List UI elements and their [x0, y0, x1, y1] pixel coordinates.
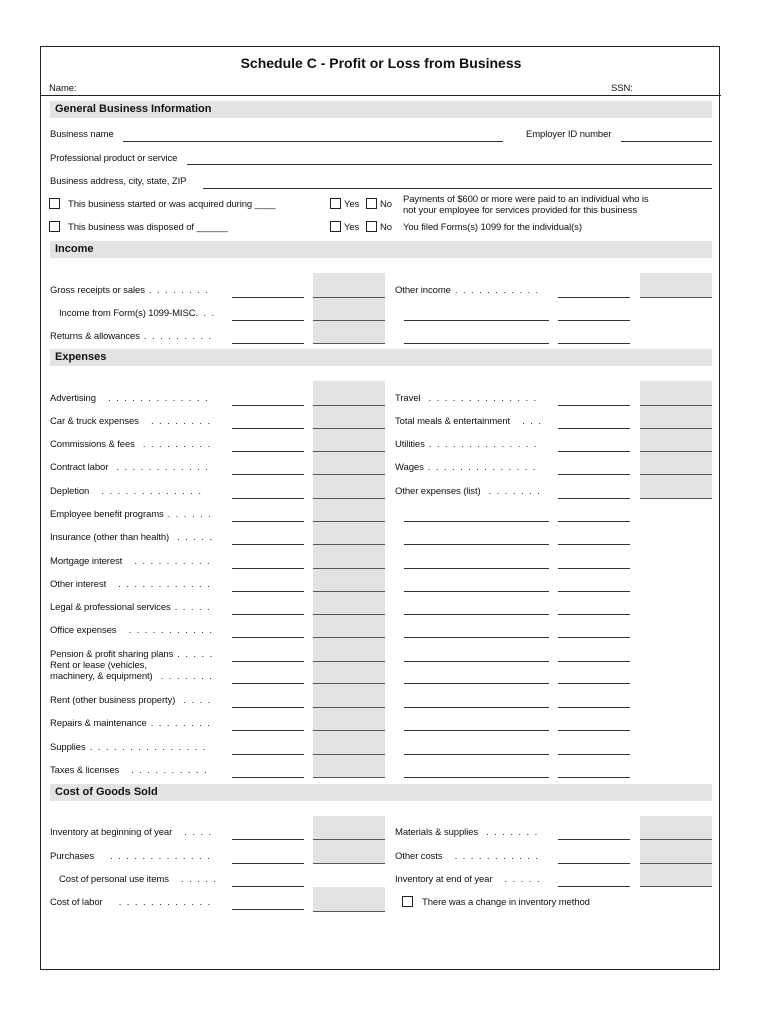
materials-field[interactable] [558, 839, 630, 840]
personal-use-label: Cost of personal use items . . . . . [59, 874, 218, 885]
amount-line [640, 839, 712, 840]
address-field[interactable] [203, 188, 712, 189]
other-income-desc-field[interactable] [404, 343, 549, 344]
expense-left-field[interactable] [232, 451, 304, 452]
business-name-field[interactable] [123, 141, 503, 142]
ssn-label: SSN: [611, 83, 633, 94]
expense-label-commissions: Commissions & fees . . . . . . . . . [50, 439, 212, 450]
amount-line [313, 754, 385, 755]
expense-left-field[interactable] [232, 730, 304, 731]
personal-use-field[interactable] [232, 886, 304, 887]
expense-right-field[interactable] [558, 428, 630, 429]
expenses-amount-column [313, 381, 385, 778]
amount-line [313, 707, 385, 708]
other-expense-amount-field[interactable] [558, 707, 630, 708]
amount-line [313, 863, 385, 864]
payments-yes-label: Yes [344, 199, 360, 210]
amount-line [640, 451, 712, 452]
amount-line [313, 521, 385, 522]
expense-label-legal: Legal & professional services . . . . . [50, 602, 212, 613]
other-expense-desc-field[interactable] [404, 614, 549, 615]
filed-yes-label: Yes [344, 222, 360, 233]
expense-left-field[interactable] [232, 568, 304, 569]
other-costs-label: Other costs . . . . . . . . . . . [395, 851, 540, 862]
other-expense-amount-field[interactable] [558, 754, 630, 755]
expense-right-field[interactable] [558, 498, 630, 499]
filed-no-checkbox[interactable] [366, 221, 377, 232]
address-label: Business address, city, state, ZIP [50, 176, 187, 187]
other-expense-desc-field[interactable] [404, 777, 549, 778]
amount-line [640, 863, 712, 864]
filed-yes-checkbox[interactable] [330, 221, 341, 232]
other-expense-amount-field[interactable] [558, 591, 630, 592]
section-general-heading: General Business Information [55, 103, 212, 115]
schedule-c-form [40, 46, 720, 970]
expense-label-rent-lease-2: machinery, & equipment) . . . . . . . [50, 671, 214, 682]
cost-of-labor-label: Cost of labor . . . . . . . . . . . . [50, 897, 212, 908]
expense-left-field[interactable] [232, 683, 304, 684]
employer-id-field[interactable] [621, 141, 712, 142]
section-cogs [50, 784, 712, 801]
expense-left-field[interactable] [232, 591, 304, 592]
product-field[interactable] [187, 164, 712, 165]
expense-left-field[interactable] [232, 637, 304, 638]
other-expense-desc-field[interactable] [404, 730, 549, 731]
cogs-right-amount-column [640, 816, 712, 886]
form-1099-field[interactable] [232, 320, 304, 321]
other-income-amount-column [640, 273, 712, 297]
amount-line [313, 661, 385, 662]
payments-no-label: No [380, 199, 392, 210]
amount-line [313, 730, 385, 731]
amount-line [640, 428, 712, 429]
other-income-field[interactable] [558, 297, 630, 298]
payments-yes-checkbox[interactable] [330, 198, 341, 209]
amount-line [313, 839, 385, 840]
amount-line [313, 683, 385, 684]
started-checkbox[interactable] [49, 198, 60, 209]
form-title: Schedule C - Profit or Loss from Business [240, 55, 522, 71]
amount-line [313, 474, 385, 475]
expense-label-depletion: Depletion . . . . . . . . . . . . . [50, 486, 203, 497]
expense-label-rent-lease-1: Rent or lease (vehicles, [50, 660, 147, 671]
filed-no-label: No [380, 222, 392, 233]
other-expense-desc-field[interactable] [404, 568, 549, 569]
product-label: Professional product or service [50, 153, 178, 164]
expense-label-insurance: Insurance (other than health) . . . . . [50, 532, 214, 543]
expense-right-field[interactable] [558, 405, 630, 406]
returns-field[interactable] [232, 343, 304, 344]
section-expenses-heading: Expenses [55, 351, 107, 363]
amount-line [313, 568, 385, 569]
amount-line [313, 320, 385, 321]
amount-line [313, 498, 385, 499]
expense-label-car-truck: Car & truck expenses . . . . . . . . [50, 416, 212, 427]
expense-label-utilities: Utilities . . . . . . . . . . . . . . [395, 439, 538, 450]
other-expense-desc-field[interactable] [404, 683, 549, 684]
other-expense-desc-field[interactable] [404, 521, 549, 522]
amount-line [640, 474, 712, 475]
purchases-label: Purchases . . . . . . . . . . . . . [50, 851, 212, 862]
cost-of-labor-field[interactable] [232, 909, 304, 910]
inventory-change-label: There was a change in inventory method [422, 897, 590, 908]
amount-line [313, 614, 385, 615]
other-expense-amount-field[interactable] [558, 521, 630, 522]
section-general [50, 101, 712, 118]
inventory-begin-field[interactable] [232, 839, 304, 840]
other-expense-desc-field[interactable] [404, 661, 549, 662]
other-expense-amount-field[interactable] [558, 544, 630, 545]
started-label: This business started or was acquired during ____ [68, 199, 276, 210]
other-expense-amount-field[interactable] [558, 614, 630, 615]
expense-label-contract-labor: Contract labor . . . . . . . . . . . . [50, 462, 210, 473]
name-label: Name: [49, 83, 77, 94]
expense-left-field[interactable] [232, 707, 304, 708]
expense-left-field[interactable] [232, 428, 304, 429]
other-income-amount-field[interactable] [558, 320, 630, 321]
amount-line [313, 451, 385, 452]
gross-receipts-label: Gross receipts or sales . . . . . . . . [50, 285, 210, 296]
expense-label-rent-property: Rent (other business property) . . . . [50, 695, 212, 706]
amount-line [313, 428, 385, 429]
expense-left-field[interactable] [232, 498, 304, 499]
expense-right-field[interactable] [558, 474, 630, 475]
other-expense-amount-field[interactable] [558, 637, 630, 638]
other-income-amount-field[interactable] [558, 343, 630, 344]
expense-label-pension: Pension & profit sharing plans . . . . . [50, 649, 214, 660]
inventory-end-label: Inventory at end of year . . . . . [395, 874, 541, 885]
amount-line [313, 343, 385, 344]
purchases-field[interactable] [232, 863, 304, 864]
amount-line [313, 637, 385, 638]
expense-label-mortgage-interest: Mortgage interest . . . . . . . . . . [50, 556, 212, 567]
expense-label-taxes: Taxes & licenses . . . . . . . . . . [50, 765, 209, 776]
payments-note-line1: Payments of $600 or more were paid to an individual who is [403, 194, 649, 205]
expense-label-office: Office expenses . . . . . . . . . . . [50, 625, 214, 636]
gross-receipts-field[interactable] [232, 297, 304, 298]
other-expense-desc-field[interactable] [404, 637, 549, 638]
amount-line [313, 911, 385, 912]
expense-label-wages: Wages . . . . . . . . . . . . . . [395, 462, 537, 473]
section-expenses [50, 349, 712, 366]
expenses-right-amount-column [640, 381, 712, 498]
other-expense-amount-field[interactable] [558, 683, 630, 684]
amount-line [313, 297, 385, 298]
amount-line [313, 777, 385, 778]
expense-left-field[interactable] [232, 754, 304, 755]
expense-left-field[interactable] [232, 521, 304, 522]
section-income [50, 241, 712, 258]
other-costs-field[interactable] [558, 863, 630, 864]
form-1099-label: Income from Form(s) 1099-MISC. . . [59, 308, 216, 319]
disposed-label: This business was disposed of ______ [68, 222, 228, 233]
expense-left-field[interactable] [232, 777, 304, 778]
inventory-end-field[interactable] [558, 886, 630, 887]
other-expense-amount-field[interactable] [558, 568, 630, 569]
materials-label: Materials & supplies . . . . . . . [395, 827, 539, 838]
expense-label-other-expenses: Other expenses (list) . . . . . . . [395, 486, 542, 497]
amount-line [640, 297, 712, 298]
inventory-change-checkbox[interactable] [402, 896, 413, 907]
other-expense-desc-field[interactable] [404, 754, 549, 755]
expense-left-field[interactable] [232, 544, 304, 545]
other-expense-amount-field[interactable] [558, 777, 630, 778]
other-expense-desc-field[interactable] [404, 544, 549, 545]
expense-label-supplies: Supplies . . . . . . . . . . . . . . . [50, 742, 207, 753]
section-cogs-heading: Cost of Goods Sold [55, 786, 158, 798]
other-expense-desc-field[interactable] [404, 591, 549, 592]
inventory-begin-label: Inventory at beginning of year . . . . [50, 827, 213, 838]
other-expense-desc-field[interactable] [404, 707, 549, 708]
payments-note-line2: not your employee for services provided for this business [403, 205, 638, 216]
amount-line [640, 886, 712, 887]
expense-label-employee-benefits: Employee benefit programs . . . . . . [50, 509, 213, 520]
header-divider [41, 95, 721, 96]
expense-label-meals: Total meals & entertainment . . . [395, 416, 543, 427]
expense-right-field[interactable] [558, 451, 630, 452]
expense-left-field[interactable] [232, 614, 304, 615]
other-income-label: Other income . . . . . . . . . . . [395, 285, 540, 296]
expense-left-field[interactable] [232, 661, 304, 662]
payments-no-checkbox[interactable] [366, 198, 377, 209]
other-income-desc-field[interactable] [404, 320, 549, 321]
expense-label-other-interest: Other interest . . . . . . . . . . . . [50, 579, 212, 590]
filed-1099-label: You filed Forms(s) 1099 for the individual(s) [403, 222, 582, 233]
amount-line [313, 544, 385, 545]
income-amount-column [313, 273, 385, 343]
amount-line [313, 591, 385, 592]
other-expense-amount-field[interactable] [558, 661, 630, 662]
other-expense-amount-field[interactable] [558, 730, 630, 731]
expense-left-field[interactable] [232, 405, 304, 406]
expense-left-field[interactable] [232, 474, 304, 475]
disposed-checkbox[interactable] [49, 221, 60, 232]
business-name-label: Business name [50, 129, 114, 140]
returns-label: Returns & allowances . . . . . . . . . [50, 331, 213, 342]
expense-label-advertising: Advertising . . . . . . . . . . . . . [50, 393, 210, 404]
employer-id-label: Employer ID number [526, 129, 612, 140]
cost-of-labor-amount [313, 887, 385, 911]
section-income-heading: Income [55, 243, 94, 255]
expense-label-travel: Travel . . . . . . . . . . . . . . [395, 393, 538, 404]
amount-line [640, 405, 712, 406]
expense-label-repairs: Repairs & maintenance . . . . . . . . [50, 718, 212, 729]
amount-line [640, 498, 712, 499]
amount-line [313, 405, 385, 406]
